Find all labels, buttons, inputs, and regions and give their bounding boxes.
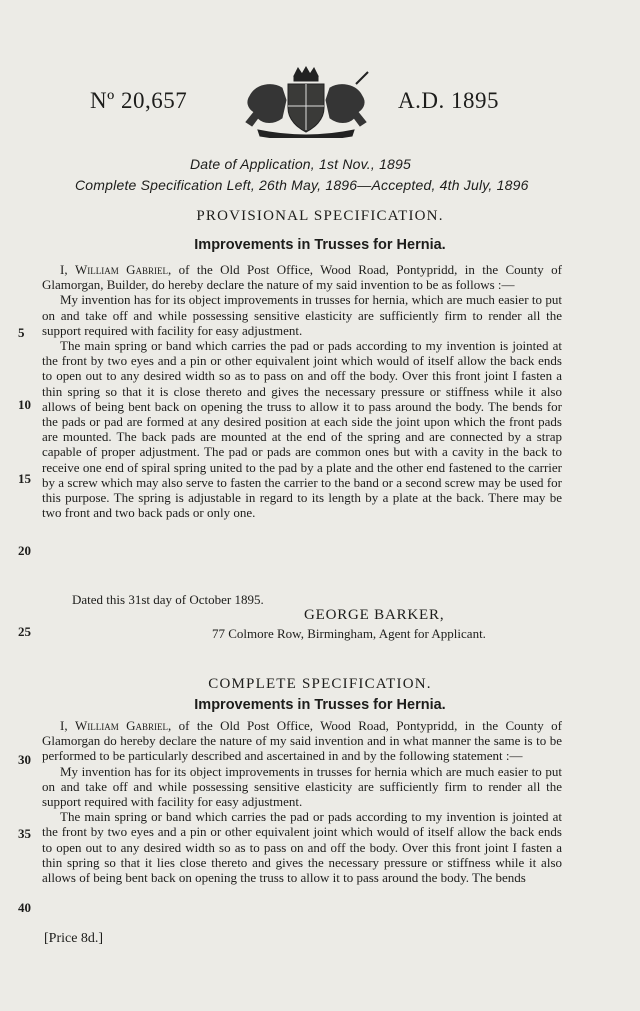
provisional-title: Improvements in Trusses for Hernia. <box>194 237 446 253</box>
line-number: 10 <box>18 397 31 412</box>
complete-body <box>42 718 562 885</box>
line-number: 35 <box>18 826 31 841</box>
patent-number: Nº 20,657 <box>90 88 188 113</box>
line-number: 5 <box>18 325 25 340</box>
line-number: 25 <box>18 624 31 639</box>
date-of-application: Date of Application, 1st Nov., 1895 <box>190 156 412 172</box>
complete-p1-lead: I, <box>60 718 75 733</box>
complete-p1-rest: , of the Old Post Office, Wood Road, Pontypridd, in the County of Glamorgan do hereby declare the nature of my said invention and in what manner the same is to be performed to be particularly described and ascertained in and by the following statement :— <box>42 718 562 764</box>
line-number: 40 <box>18 900 31 915</box>
patent-year: A.D. 1895 <box>398 88 499 113</box>
complete-applicant-name: William Gabriel <box>74 718 168 733</box>
provisional-paragraph-1 <box>42 262 562 292</box>
complete-paragraph-3: The main spring or band which carries the pad or pads according to my invention is jointed at the front by two eyes and a pin or other equivalent joint which would of itself allow the back ends to open out to any desired width so as to pass on and off the body. Over this front joint I fasten a thin spring so that it lies close thereto and gives the necessary pressure or stiffness while it also allows of being bent back on opening the truss to allow it to pass around the body. The bends <box>42 809 562 886</box>
line-number: 20 <box>18 543 31 558</box>
complete-specification-dates: Complete Specification Left, 26th May, 1896—Accepted, 4th July, 1896 <box>75 177 529 193</box>
agent-name: GEORGE BARKER, <box>304 607 445 623</box>
applicant-name: William Gabriel <box>74 262 168 277</box>
provisional-p1-rest: , of the Old Post Office, Wood Road, Pontypridd, in the County of Glamorgan, Builder, do hereby declare the nature of my said invention to be as follows :— <box>42 262 562 293</box>
provisional-body <box>42 262 562 520</box>
provisional-paragraph-3: The main spring or band which carries the pad or pads according to my invention is jointed at the front by two eyes and a pin or other equivalent joint which would of itself allow the back ends to open out to any desired width so as to pass on and off the body. Over this front joint I fasten a thin spring so that it is close thereto and gives the necessary pressure or stiffness while it also allows of being bent back on opening the truss to allow it to pass around the body. The bends for the pads or pad are formed at any desired position at each side the joint upon which the front pads are mounted. The back pads are mounted at the end of the spring and are connected by a strap capable of proper adjustment. The pad or pads are common ones but with a cavity in the back to receive one end of spiral spring united to the pad by a plate and the other end fastened to the carrier by a screw which may also serve to fasten the carrier to the band or a second screw may be used for this purpose. The spring is adjustable in regard to its length by a plate at the back. There may be two front and two back pads or only one. <box>42 338 562 521</box>
provisional-heading: PROVISIONAL SPECIFICATION. <box>196 208 444 224</box>
complete-paragraph-2: My invention has for its object improvements in trusses for hernia which are much easier to put on and take off and while possessing sensitive elasticity are sufficiently firm to render all the support required with facility for easy adjustment. <box>42 763 562 810</box>
complete-heading: COMPLETE SPECIFICATION. <box>208 676 432 692</box>
complete-paragraph-1 <box>42 718 562 764</box>
provisional-p1-lead: I, <box>60 262 75 277</box>
dated-line: Dated this 31st day of October 1895. <box>72 592 264 607</box>
provisional-paragraph-2: My invention has for its object improvements in trusses for hernia, which are much easier to put on and take off and while possessing sensitive elasticity are sufficiently firm to render all the support required with facility for easy adjustment. <box>42 292 562 338</box>
price-label: [Price 8d.] <box>44 931 104 946</box>
line-number: 30 <box>18 752 31 767</box>
line-number: 15 <box>18 471 31 486</box>
royal-coat-of-arms-icon <box>238 66 374 138</box>
agent-address: 77 Colmore Row, Birmingham, Agent for Applicant. <box>212 626 486 641</box>
complete-title: Improvements in Trusses for Hernia. <box>194 697 446 713</box>
